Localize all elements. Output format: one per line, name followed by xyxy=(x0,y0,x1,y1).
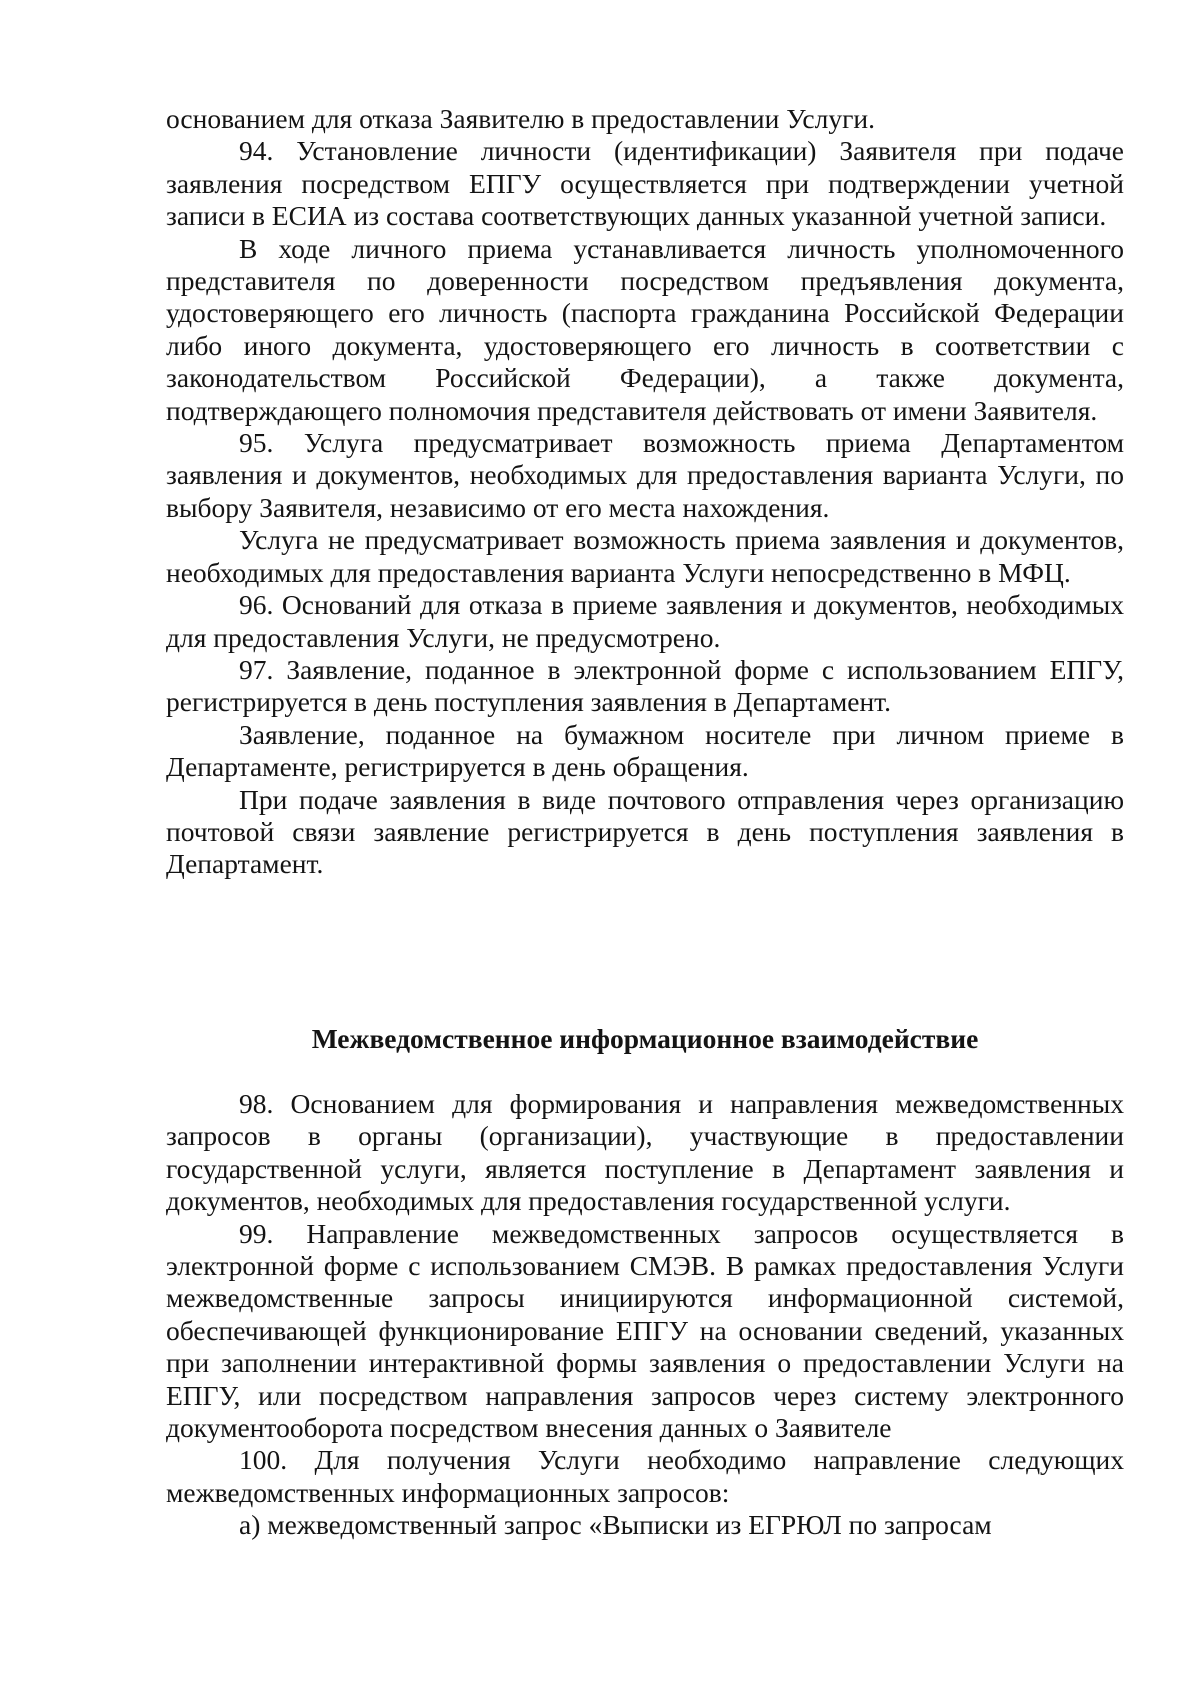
paragraph-95: 95. Услуга предусматривает возможность приема Департаментом заявления и документов, необходимых для предоставления варианта Услуги, по выбору Заявителя, независимо от его места нахождения. xyxy=(166,427,1124,523)
text-block-upper xyxy=(166,103,1124,881)
paragraph-94: 94. Установление личности (идентификации) Заявителя при подаче заявления посредством ЕПГУ осуществляется при подтверждении учетной записи в ЕСИА из состава соответствующих данных указанной учетной записи. xyxy=(166,135,1124,232)
paragraph-mfc: Услуга не предусматривает возможность приема заявления и документов, необходимых для предоставления варианта Услуги непосредственно в МФЦ. xyxy=(166,524,1124,588)
paragraph-99: 99. Направление межведомственных запросов осуществляется в электронной форме с использованием СМЭВ. В рамках предоставления Услуги межведомственные запросы инициируются информационной системой, обеспечивающей функционирование ЕПГУ на основании сведений, указанных при заполнении интерактивной формы заявления о предоставлении Услуги на ЕПГУ, или посредством направления запросов через систему электронного документооборота посредством внесения данных о Заявителе xyxy=(166,1217,1124,1444)
paragraph-98: 98. Основанием для формирования и направления межведомственных запросов в органы (организации), участвующие в предоставлении государственной услуги, является поступление в Департамент заявления и документов, необходимых для предоставления государственной услуги. xyxy=(166,1088,1124,1217)
paragraph-continuation: основанием для отказа Заявителю в предоставлении Услуги. xyxy=(166,103,875,134)
text-block-lower xyxy=(166,1088,1124,1542)
list-item-a: а) межведомственный запрос «Выписки из ЕГРЮЛ по запросам xyxy=(239,1509,992,1541)
paragraph-postal-application: При подаче заявления в виде почтового отправления через организацию почтовой связи заявление регистрируется в день поступления заявления в Департамент. xyxy=(166,783,1124,880)
paragraph-paper-application: Заявление, поданное на бумажном носителе при личном приеме в Департаменте, регистрируется в день обращения. xyxy=(166,718,1124,783)
paragraph-100: 100. Для получения Услуги необходимо направление следующих межведомственных информационных запросов: xyxy=(166,1444,1124,1508)
paragraph-97: 97. Заявление, поданное в электронной форме с использованием ЕПГУ, регистрируется в день поступления заявления в Департамент. xyxy=(166,653,1124,718)
section-heading: Межведомственное информационное взаимодействие xyxy=(311,1023,979,1054)
paragraph-personal-reception: В ходе личного приема устанавливается личность уполномоченного представителя по доверенности посредством предъявления документа, удостоверяющего его личность (паспорта гражданина Российской Федерации либо иного документа, удостоверяющего его личность в соответствии с законодательством Российской Федерации), а также документа, подтверждающего полномочия представителя действовать от имени Заявителя. xyxy=(166,232,1124,426)
paragraph-96: 96. Оснований для отказа в приеме заявления и документов, необходимых для предоставления Услуги, не предусмотрено. xyxy=(166,589,1124,653)
